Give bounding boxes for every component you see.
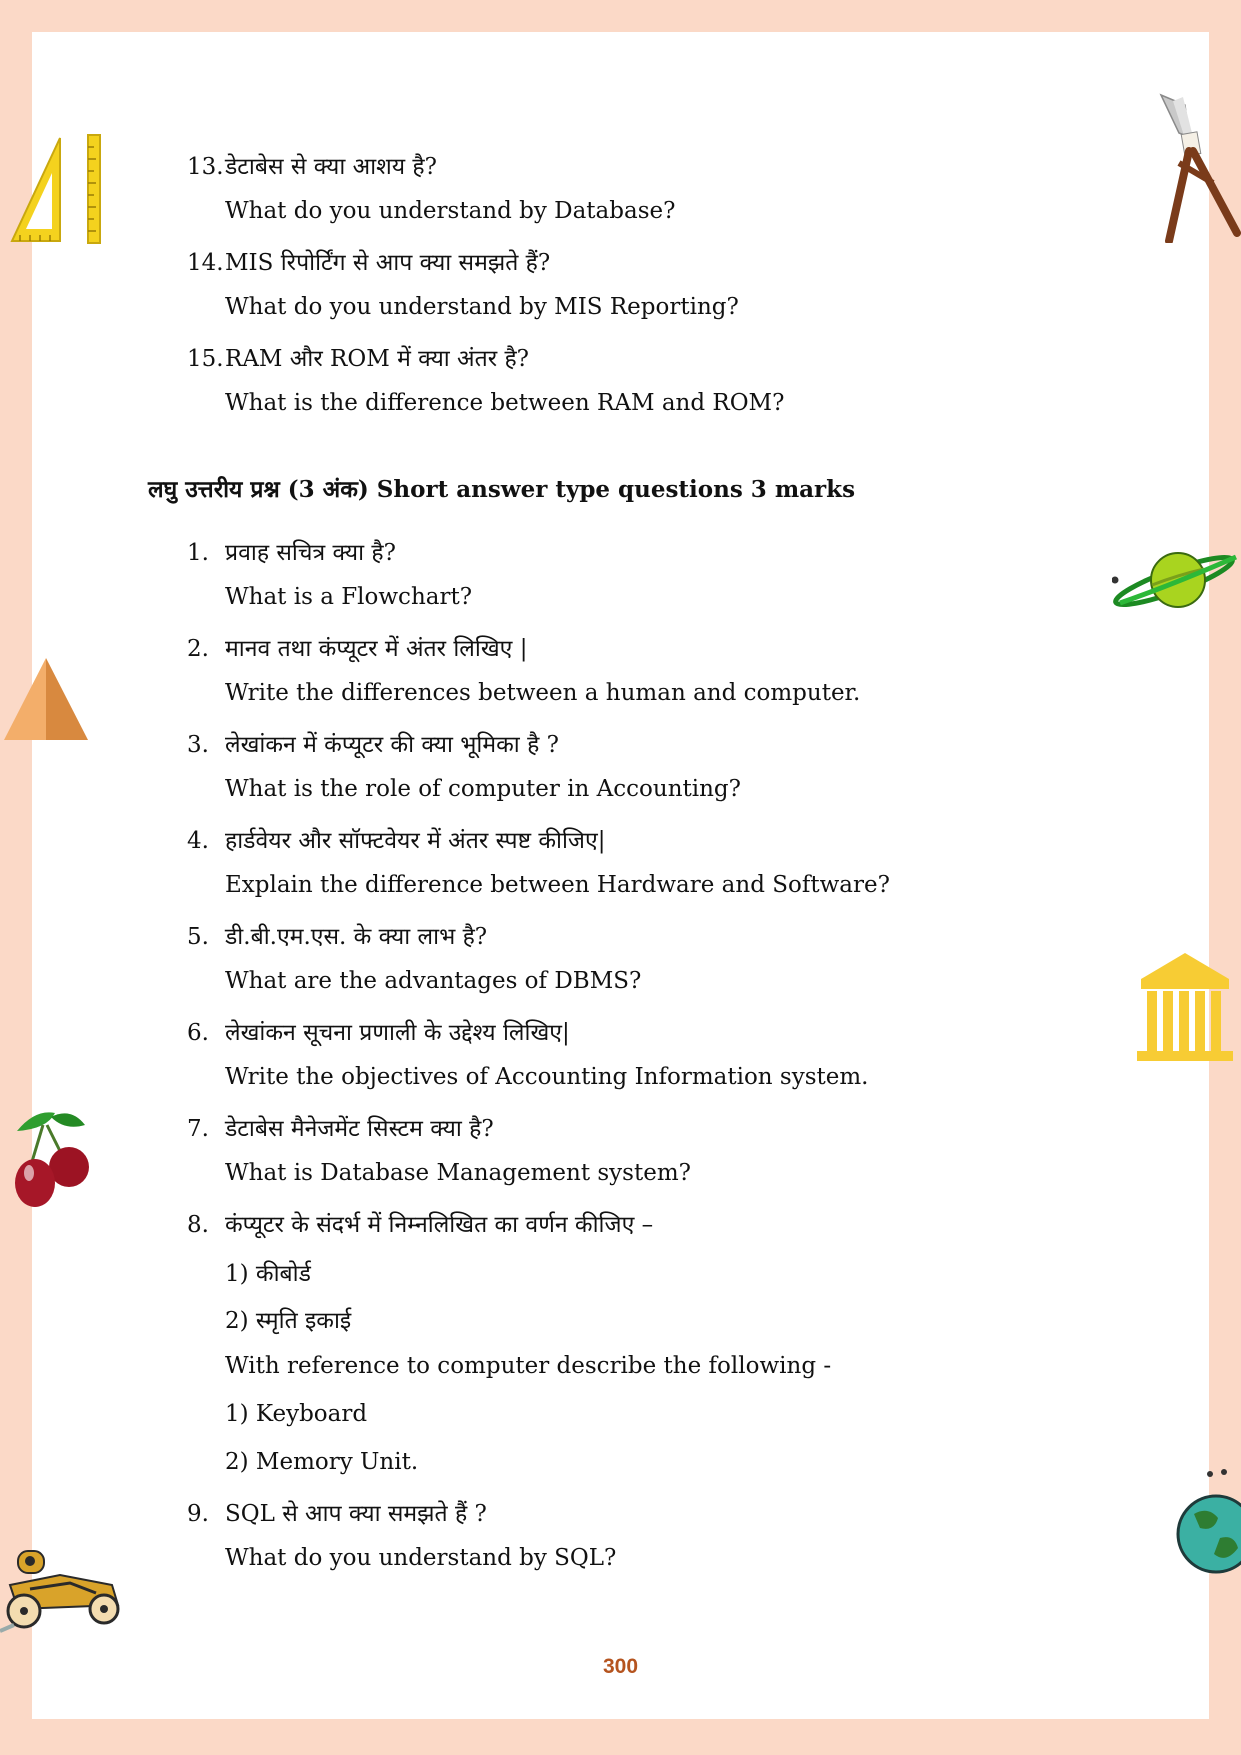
- question-13-hindi: 13.डेटाबेस से क्या आशय है?: [187, 154, 437, 180]
- question-4-english: Explain the difference between Hardware and Software?: [225, 872, 890, 898]
- question-14-hindi: 14.MIS रिपोर्टिंग से आप क्या समझते हैं?: [187, 250, 551, 276]
- question-15-english: What is the difference between RAM and ROM?: [225, 390, 785, 416]
- question-5-english: What are the advantages of DBMS?: [225, 968, 642, 994]
- question-8-subitem-english: 1) Keyboard: [225, 1401, 368, 1427]
- question-2-hindi: 2. मानव तथा कंप्यूटर में अंतर लिखिए |: [187, 636, 528, 662]
- pruning-shears-icon: [1155, 93, 1241, 243]
- set-square-ruler-icon: [8, 133, 104, 245]
- question-2-english: Write the differences between a human and computer.: [225, 680, 861, 706]
- question-9-hindi: 9. SQL से आप क्या समझते हैं ?: [187, 1501, 487, 1527]
- cherries-icon: [7, 1103, 91, 1209]
- question-3-hindi: 3. लेखांकन में कंप्यूटर की क्या भूमिका है ?: [187, 732, 559, 758]
- question-8-subitem-hindi: 1) कीबोर्ड: [225, 1261, 311, 1287]
- question-6-english: Write the objectives of Accounting Information system.: [225, 1064, 869, 1090]
- question-6-hindi: 6. लेखांकन सूचना प्रणाली के उद्देश्य लिखिए|: [187, 1020, 570, 1046]
- question-7-english: What is Database Management system?: [225, 1160, 691, 1186]
- question-8-subitem-hindi: 2) स्मृति इकाई: [225, 1308, 352, 1334]
- pyramid-icon: [2, 656, 90, 742]
- question-3-english: What is the role of computer in Accounting?: [225, 776, 741, 802]
- question-4-hindi: 4. हार्डवेयर और सॉफ्टवेयर में अंतर स्पष्ट कीजिए|: [187, 828, 606, 854]
- question-1-english: What is a Flowchart?: [225, 584, 473, 610]
- question-7-hindi: 7. डेटाबेस मैनेजमेंट सिस्टम क्या है?: [187, 1116, 494, 1142]
- saturn-planet-icon: [1112, 545, 1241, 615]
- question-5-hindi: 5. डी.बी.एम.एस. के क्या लाभ है?: [187, 924, 488, 950]
- question-8-english: With reference to computer describe the following -: [225, 1353, 832, 1379]
- section-heading: लघु उत्तरीय प्रश्न (3 अंक) Short answer type questions 3 marks: [148, 476, 856, 503]
- question-13-english: What do you understand by Database?: [225, 198, 676, 224]
- pantheon-building-icon: [1135, 951, 1235, 1063]
- question-9-english: What do you understand by SQL?: [225, 1545, 617, 1571]
- page-number: 300: [602, 1655, 639, 1678]
- question-1-hindi: 1. प्रवाह सचित्र क्या है?: [187, 540, 396, 566]
- question-15-hindi: 15.RAM और ROM में क्या अंतर है?: [187, 346, 529, 372]
- question-14-english: What do you understand by MIS Reporting?: [225, 294, 739, 320]
- vintage-car-icon: [0, 1545, 128, 1637]
- globe-icon: [1174, 1468, 1241, 1574]
- question-8-subitem-english: 2) Memory Unit.: [225, 1449, 419, 1475]
- question-8-hindi: 8. कंप्यूटर के संदर्भ में निम्नलिखित का वर्णन कीजिए –: [187, 1212, 654, 1238]
